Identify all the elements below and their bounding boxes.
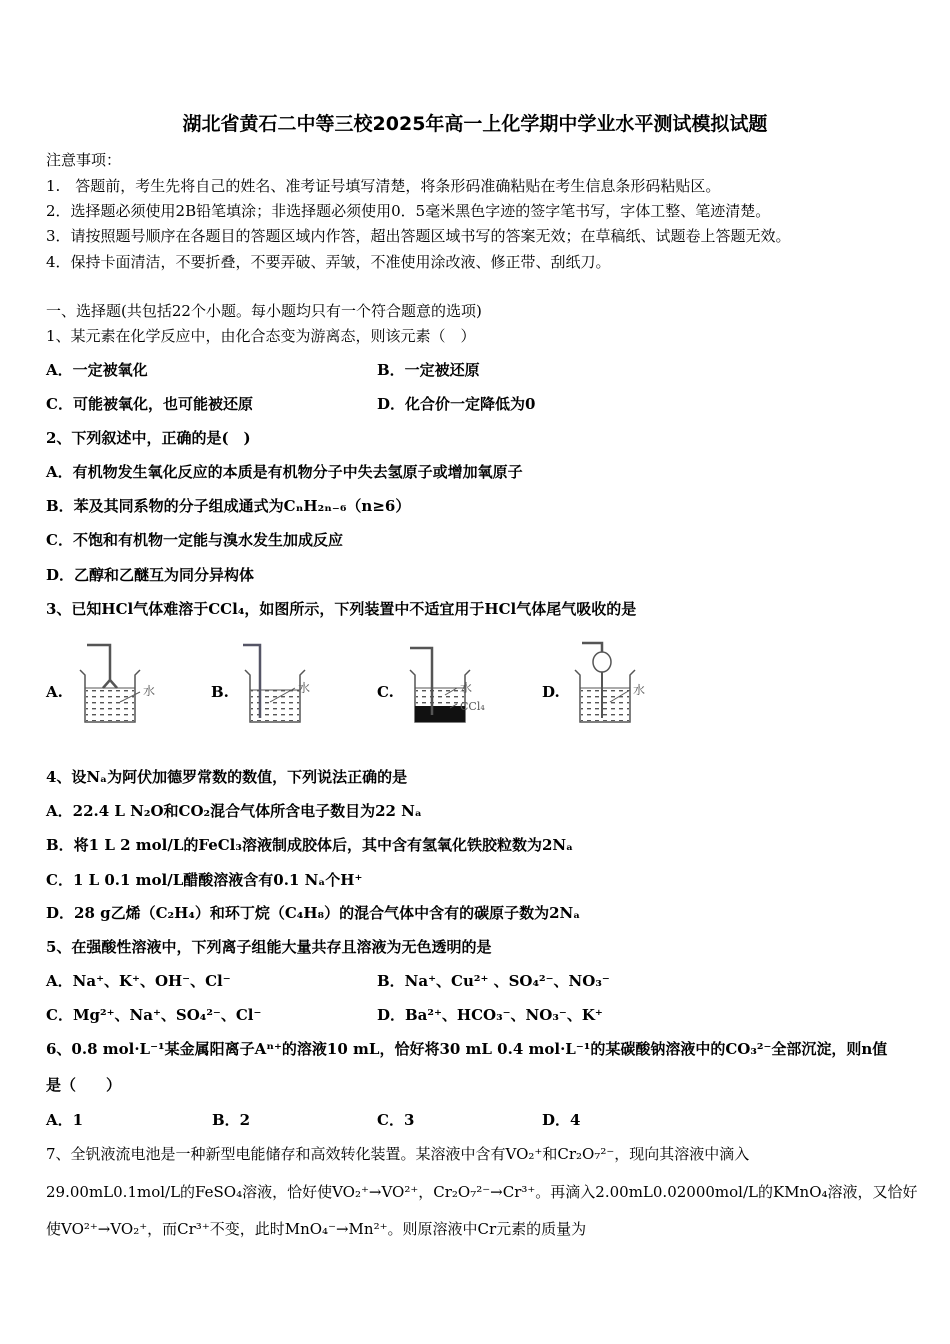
option: B．苯及其同系物的分子组成通式为CₙH₂ₙ₋₆（n≥6） [46, 497, 411, 515]
notice-item: 4．保持卡面清洁，不要折叠，不要弄破、弄皱，不准使用涂改液、修正带、刮纸刀。 [46, 253, 611, 271]
question-stem: 2、下列叙述中，正确的是( ) [46, 429, 251, 447]
option: A．1 [46, 1111, 84, 1129]
beaker-ccl4-figure [405, 640, 505, 730]
option: C．可能被氧化，也可能被还原 [46, 395, 253, 413]
question-stem: 5、在强酸性溶液中，下列离子组能大量共存且溶液为无色透明的是 [46, 938, 492, 956]
option: D．28 g乙烯（C₂H₄）和环丁烷（C₄H₈）的混合气体中含有的碳原子数为2Nₐ [46, 904, 581, 922]
question-stem: 6、0.8 mol·L⁻¹某金属阳离子Aⁿ⁺的溶液10 mL，恰好将30 mL 0.4 mol·L⁻¹的某碳酸钠溶液中的CO₃²⁻全部沉淀，则n值 [46, 1040, 888, 1058]
beaker-bulb-figure [570, 640, 670, 730]
option: C．Mg²⁺、Na⁺、SO₄²⁻、Cl⁻ [46, 1006, 262, 1024]
beaker-tube-figure [240, 640, 340, 730]
water-label: 水 [460, 681, 473, 695]
ccl4-label: CCl₄ [460, 700, 485, 713]
option: D．化合价一定降低为0 [377, 395, 536, 413]
option: C．1 L 0.1 mol/L醋酸溶液含有0.1 Nₐ个H⁺ [46, 871, 363, 889]
option: B．将1 L 2 mol/L的FeCl₃溶液制成胶体后，其中含有氢氧化铁胶粒数为2Nₐ [46, 836, 574, 854]
option: B．2 [212, 1111, 251, 1129]
option: D．乙醇和乙醚互为同分异构体 [46, 566, 255, 584]
page-title: 湖北省黄石二中等三校2025年高一上化学期中学业水平测试模拟试题 [182, 113, 768, 135]
option: C．不饱和有机物一定能与溴水发生加成反应 [46, 531, 343, 549]
section-heading: 一、选择题(共包括22个小题。每小题均只有一个符合题意的选项) [46, 302, 482, 320]
question-stem: 使VO²⁺→VO₂⁺，而Cr³⁺不变，此时MnO₄⁻→Mn²⁺。则原溶液中Cr元素的质量为 [46, 1220, 587, 1238]
option: B．一定被还原 [377, 361, 480, 379]
option-label: D. [542, 683, 560, 701]
question-stem: 3、已知HCl气体难溶于CCl₄，如图所示，下列装置中不适宜用于HCl气体尾气吸收的是 [46, 600, 637, 618]
option-label: B. [211, 683, 229, 701]
option: D．Ba²⁺、HCO₃⁻、NO₃⁻、K⁺ [377, 1006, 603, 1024]
beaker-funnel-figure [75, 640, 175, 730]
option-label: C. [377, 683, 394, 701]
option: A．有机物发生氧化反应的本质是有机物分子中失去氢原子或增加氧原子 [46, 463, 523, 481]
notice-item: 3．请按照题号顺序在各题目的答题区域内作答，超出答题区域书写的答案无效；在草稿纸、试题卷上答题无效。 [46, 227, 791, 245]
option: A．22.4 L N₂O和CO₂混合气体所含电子数目为22 Nₐ [46, 802, 422, 820]
question-stem: 是（ ） [46, 1076, 122, 1094]
notice-heading: 注意事项： [46, 151, 122, 169]
question-stem: 29.00mL0.1mol/L的FeSO₄溶液，恰好使VO₂⁺→VO²⁺，Cr₂O₇²⁻→Cr³⁺。再滴入2.00mL0.02000mol/L的KMnO₄溶液，又恰好 [46, 1183, 918, 1201]
option: D．4 [542, 1111, 581, 1129]
option: A．一定被氧化 [46, 361, 148, 379]
question-stem: 1、某元素在化学反应中，由化合态变为游离态，则该元素（ ） [46, 327, 476, 345]
question-stem: 7、全钒液流电池是一种新型电能储存和高效转化装置。某溶液中含有VO₂⁺和Cr₂O₇²⁻，现向其溶液中滴入 [46, 1145, 750, 1163]
option: C．3 [377, 1111, 415, 1129]
option: B．Na⁺、Cu²⁺ 、SO₄²⁻、NO₃⁻ [377, 972, 610, 990]
water-label: 水 [143, 684, 156, 698]
notice-item: 2．选择题必须使用2B铅笔填涂；非选择题必须使用0．5毫米黑色字迹的签字笔书写，字体工整、笔迹清楚。 [46, 202, 771, 220]
water-label: 水 [298, 681, 311, 695]
notice-item: 1. 答题前，考生先将自己的姓名、准考证号填写清楚，将条形码准确粘贴在考生信息条形码粘贴区。 [46, 177, 721, 195]
option-label: A. [46, 683, 63, 701]
water-label: 水 [633, 683, 646, 697]
question-stem: 4、设Nₐ为阿伏加德罗常数的数值，下列说法正确的是 [46, 768, 408, 786]
option: A．Na⁺、K⁺、OH⁻、Cl⁻ [46, 972, 231, 990]
